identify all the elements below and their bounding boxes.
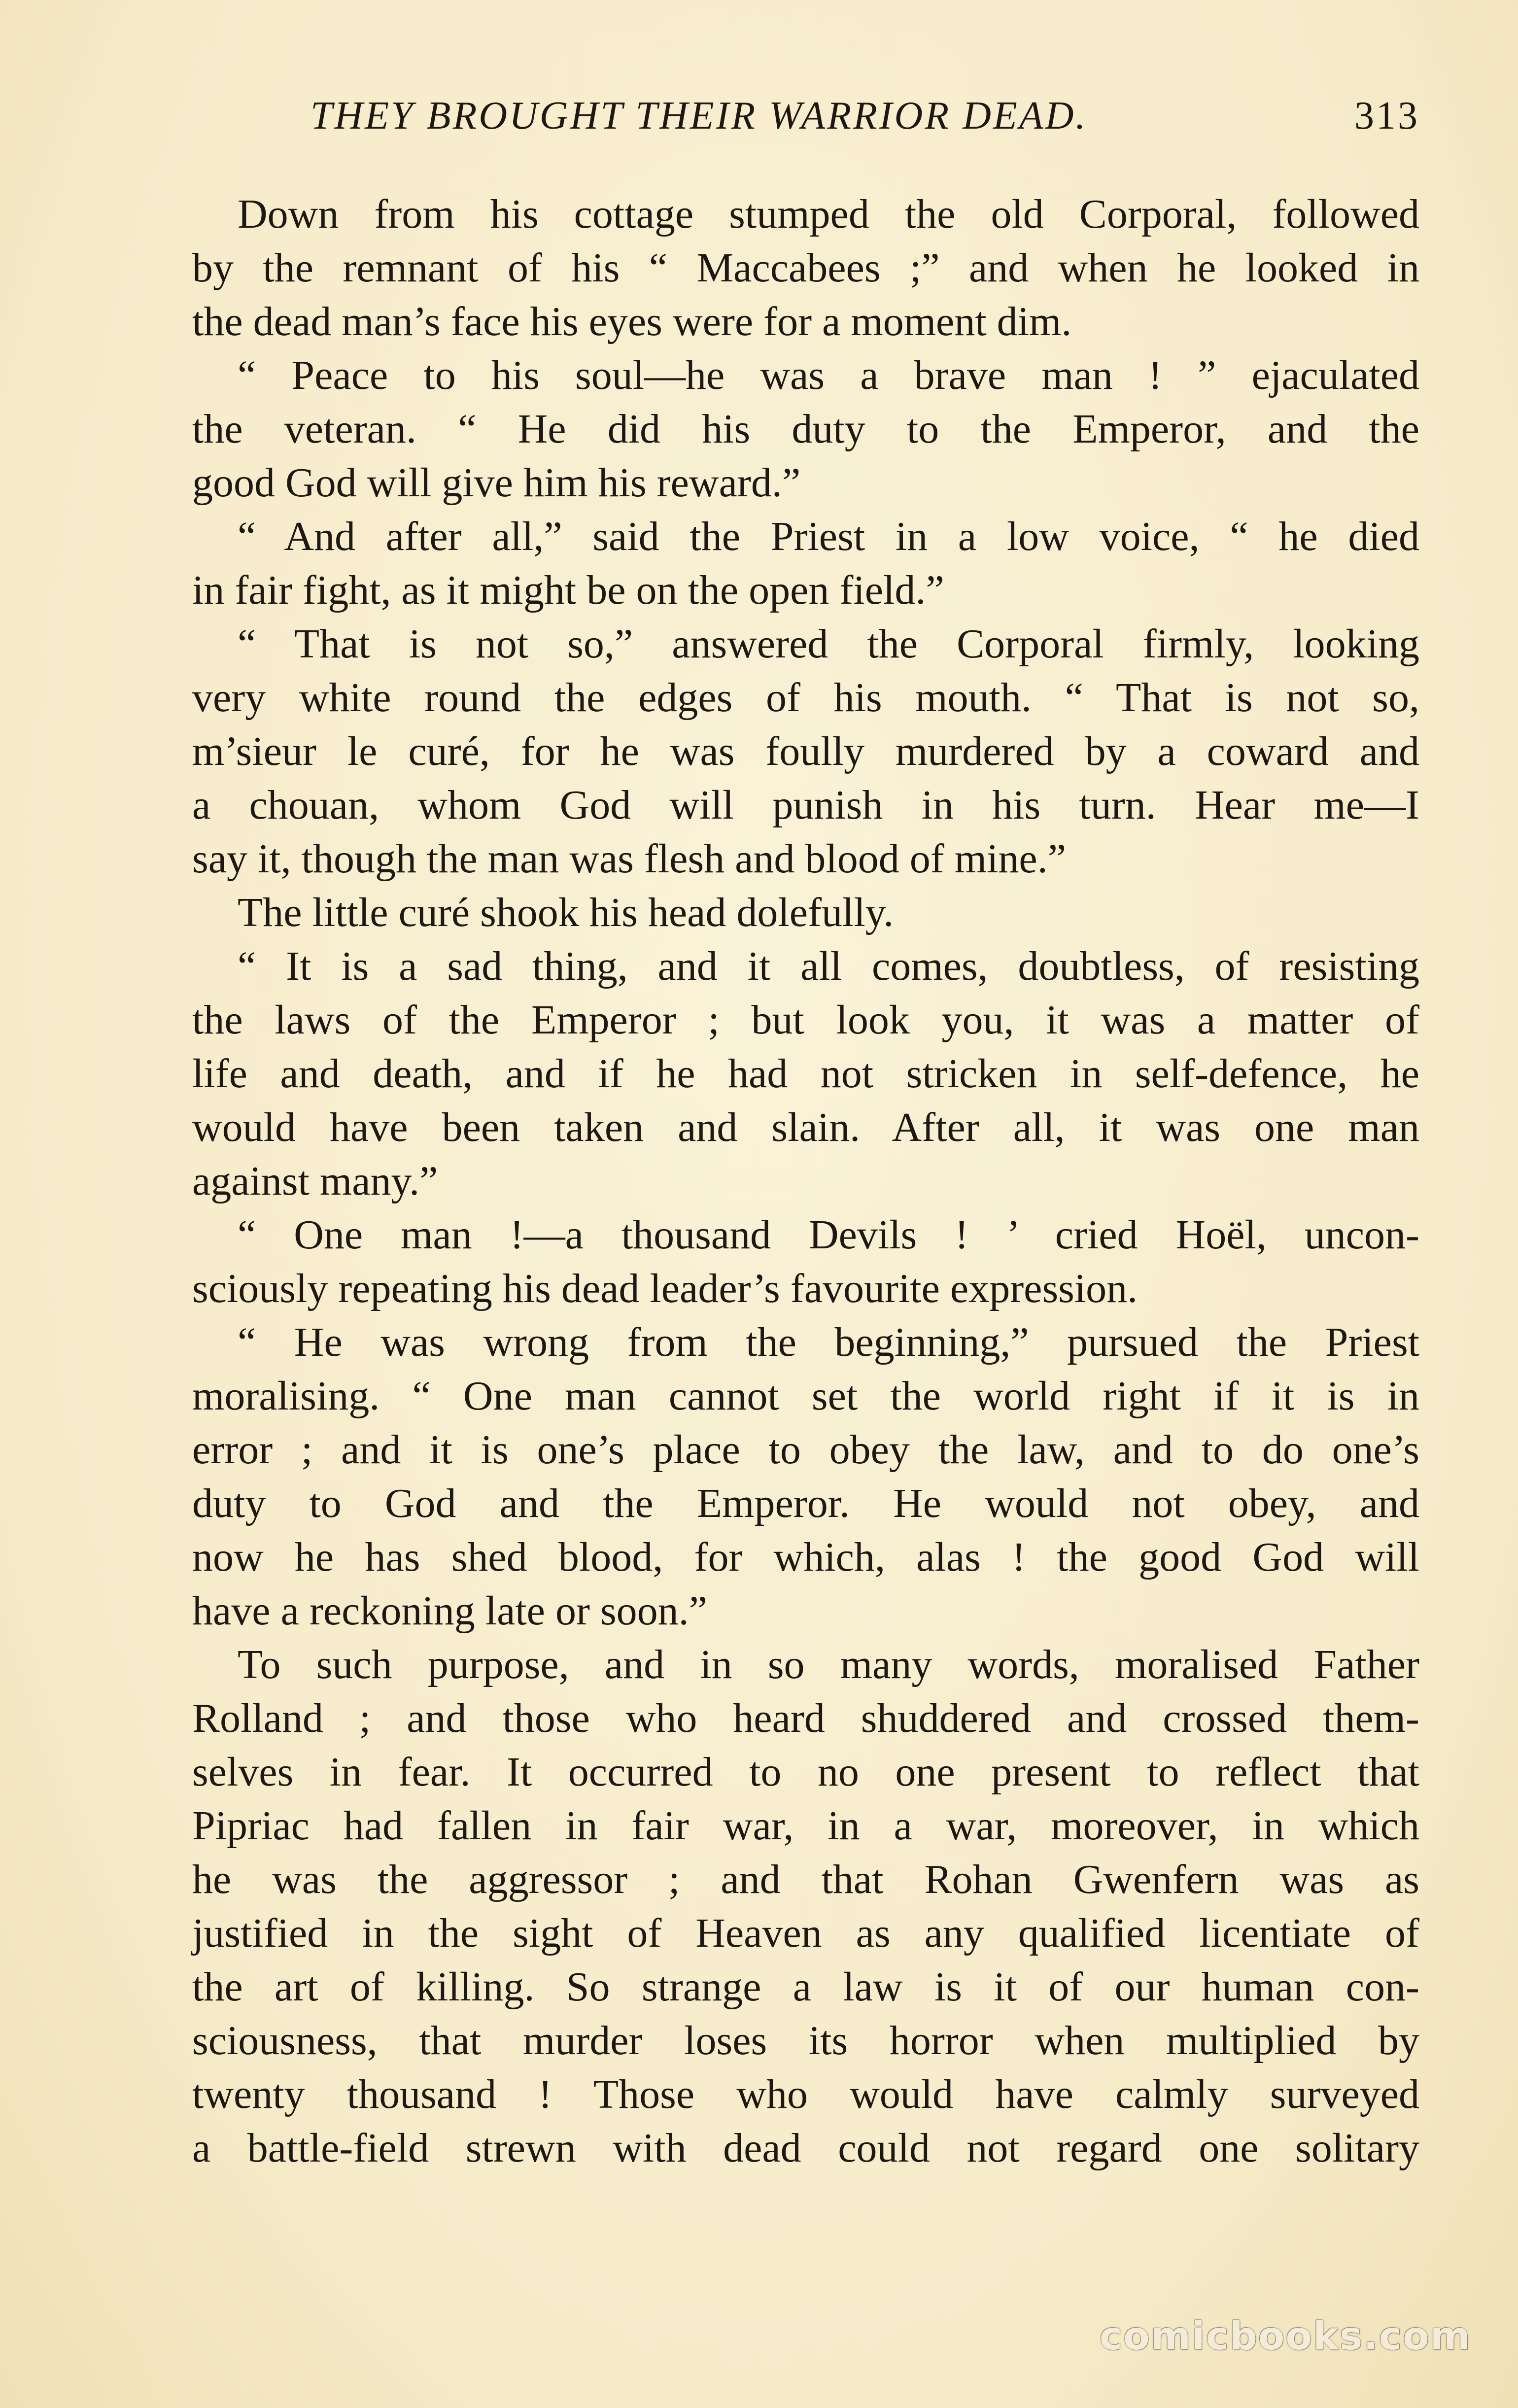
text-line: sciousness, that murder loses its horror when multiplied by — [192, 2018, 1419, 2064]
text-line: life and death, and if he had not stricken in self-defence, he — [192, 1051, 1419, 1097]
text-line: the veteran. “ He did his duty to the Emperor, and the — [192, 406, 1419, 452]
text-line: now he has shed blood, for which, alas ! the good God will — [192, 1534, 1419, 1580]
chapter-title: THEY BROUGHT THEIR WARRIOR DEAD. — [310, 94, 1088, 138]
text-line: “ Peace to his soul—he was a brave man ! ” ejaculated — [238, 352, 1419, 398]
text-line: in fair fight, as it might be on the open field.” — [192, 567, 944, 613]
text-line: To such purpose, and in so many words, moralised Father — [238, 1642, 1419, 1687]
text-line: “ It is a sad thing, and it all comes, doubtless, of resisting — [238, 943, 1419, 989]
text-line: have a reckoning late or soon.” — [192, 1588, 707, 1634]
text-line: Down from his cottage stumped the old Corporal, followed — [238, 191, 1419, 237]
text-line: error ; and it is one’s place to obey the law, and to do one’s — [192, 1427, 1419, 1473]
text-line: the art of killing. So strange a law is it of our human con- — [192, 1964, 1419, 2010]
page-number: 313 — [1354, 94, 1419, 138]
body-text — [192, 187, 1419, 2175]
text-line: the laws of the Emperor ; but look you, it was a matter of — [192, 997, 1419, 1043]
text-line: Pipriac had fallen in fair war, in a war, moreover, in which — [192, 1803, 1419, 1849]
text-line: The little curé shook his head dolefully. — [238, 890, 894, 935]
text-line: m’sieur le curé, for he was foully murdered by a coward and — [192, 728, 1419, 774]
text-line: justified in the sight of Heaven as any qualified licentiate of — [192, 1910, 1419, 1956]
text-line: a chouan, whom God will punish in his turn. Hear me—I — [192, 782, 1419, 828]
text-line: “ And after all,” said the Priest in a low voice, “ he died — [238, 514, 1419, 559]
text-line: say it, though the man was flesh and blood of mine.” — [192, 836, 1066, 882]
text-line: good God will give him his reward.” — [192, 460, 801, 506]
text-line: moralising. “ One man cannot set the world right if it is in — [192, 1373, 1419, 1419]
text-line: a battle-field strewn with dead could not regard one solitary — [192, 2125, 1419, 2171]
text-line: “ One man !—a thousand Devils ! ’ cried Hoël, uncon- — [238, 1212, 1419, 1258]
text-line: by the remnant of his “ Maccabees ;” and when he looked in — [192, 245, 1419, 291]
text-line: very white round the edges of his mouth. “ That is not so, — [192, 675, 1419, 721]
running-header — [310, 94, 1419, 148]
text-line: “ He was wrong from the beginning,” pursued the Priest — [238, 1319, 1419, 1365]
text-line: twenty thousand ! Those who would have calmly surveyed — [192, 2071, 1419, 2117]
text-line: duty to God and the Emperor. He would not obey, and — [192, 1480, 1419, 1526]
text-line: against many.” — [192, 1158, 438, 1204]
watermark-logo: comicbooks.com — [1099, 2314, 1471, 2359]
text-line: he was the aggressor ; and that Rohan Gwenfern was as — [192, 1857, 1419, 1902]
text-line: Rolland ; and those who heard shuddered and crossed them- — [192, 1695, 1419, 1741]
text-line: the dead man’s face his eyes were for a moment dim. — [192, 299, 1072, 344]
text-line: “ That is not so,” answered the Corporal firmly, looking — [238, 621, 1419, 667]
text-line: selves in fear. It occurred to no one present to reflect that — [192, 1749, 1419, 1795]
text-line: would have been taken and slain. After all, it was one man — [192, 1104, 1419, 1150]
text-line: sciously repeating his dead leader’s favourite expression. — [192, 1266, 1138, 1311]
